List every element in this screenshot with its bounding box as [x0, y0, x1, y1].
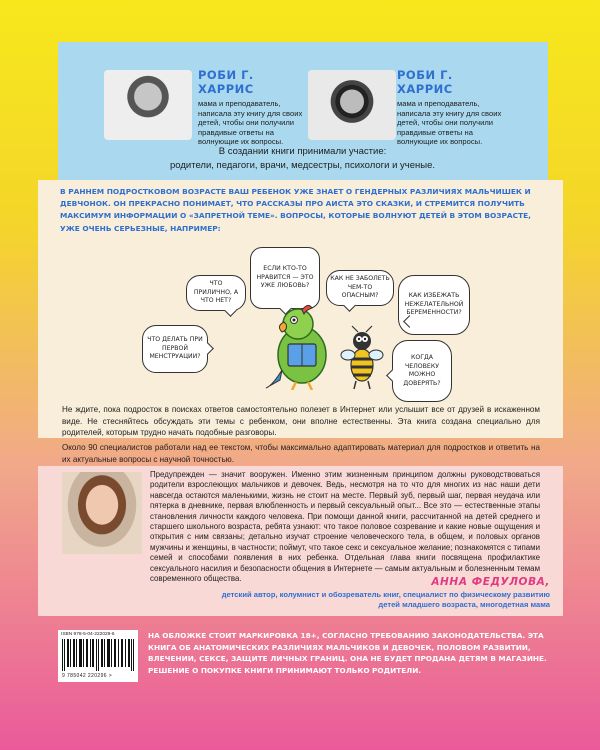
parrot-illustration [262, 300, 342, 390]
isbn-text: ISBN 978-5-04-222029-6 [61, 632, 115, 637]
author-name-1: РОБИ Г. ХАРРИС [198, 68, 254, 96]
participants-line-1: В создании книги принимали участие: [218, 146, 387, 157]
paragraph-advice: Не ждите, пока подросток в поисках ответов самостоятельно полезет в Интернет или услышит все от друзей в искаженном виде. Не стесняйтесь обсуждать эти темы с ребенком, они вполне естественны. Эта книга создана специально для родителей, которым трудно начать подобные разговоры. [62, 405, 540, 438]
barcode-bars [62, 639, 134, 671]
author-photo-1 [104, 70, 192, 140]
paragraph-specialists: Около 90 специалистов работали над ее текстом, чтобы максимально адаптировать материал для подростков и ответить на их актуальные вопросы с научной точностью. [62, 443, 540, 464]
speech-bubble-decency: ЧТО ПРИЛИЧНО, А ЧТО НЕТ? [186, 275, 246, 311]
participants-line-2: родители, педагоги, врачи, медсестры, психологи и ученые. [170, 160, 435, 171]
author-block-2 [397, 68, 512, 147]
speech-bubble-love: ЕСЛИ КТО-ТО НРАВИТСЯ — ЭТО УЖЕ ЛЮБОВЬ? [250, 247, 320, 309]
age-warning: НА ОБЛОЖКЕ СТОИТ МАРКИРОВКА 18+, СОГЛАСНО ТРЕБОВАНИЮ ЗАКОНОДАТЕЛЬСТВА. ЭТА КНИГА ОБ АНАТОМИЧЕСКИХ РАЗЛИЧИЯХ МАЛЬЧИКОВ И ДЕВОЧЕК, ПОЛОВОМ РАЗВИТИИ, ВЛЕЧЕНИИ, СЕКСЕ, ЗАЩИТЕ ЛИЧНЫХ ГРАНИЦ. ОНА НЕ БУДЕТ ПРОДАНА ДЕТЯМ В МАГАЗИНЕ. РЕШЕНИЕ О ПОКУПКЕ КНИГИ ПРИНИМАЮТ ТОЛЬКО РОДИТЕЛИ. [148, 631, 547, 675]
speech-bubble-illness: КАК НЕ ЗАБОЛЕТЬ ЧЕМ-ТО ОПАСНЫМ? [326, 270, 394, 306]
intro-text: В РАННЕМ ПОДРОСТКОВОМ ВОЗРАСТЕ ВАШ РЕБЕНОК УЖЕ ЗНАЕТ О ГЕНДЕРНЫХ РАЗЛИЧИЯХ МАЛЬЧИШЕК И ДЕВЧОНОК. ОН ПРЕКРАСНО ПОНИМАЕТ, ЧТО РАССКАЗЫ ПРО АИСТА ЭТО СКАЗКИ, И СТРЕМИТСЯ ПОЛУЧИТЬ МАКСИМУМ ИНФОРМАЦИИ О «ЗАПРЕТНОЙ ТЕМЕ». ВОПРОСЫ, КОТОРЫЕ ВОЛНУЮТ ДЕТЕЙ В ЭТОМ ВОЗРАСТЕ, УЖЕ ОЧЕНЬ СЕРЬЕЗНЫЕ, НАПРИМЕР: [60, 187, 531, 233]
reviewer-role: детский автор, колумнист и обозреватель книг, специалист по физическому развитию детей младшего возраста, многодетная мама [221, 590, 550, 609]
author-bio-1: мама и преподаватель, написала эту книгу для своих детей, чтобы они получили правдивые ответы на волнующие их вопросы. [198, 99, 303, 147]
speech-bubble-pregnancy: КАК ИЗБЕЖАТЬ НЕЖЕЛАТЕЛЬНОЙ БЕРЕМЕННОСТИ? [398, 275, 470, 335]
author-photo-2 [308, 70, 396, 140]
bee-illustration [340, 325, 384, 391]
barcode [58, 630, 138, 682]
review-text: Предупрежден — значит вооружен. Именно этим жизненным принципом должны руководствоваться родители взрослеющих мальчиков и девочек. Ведь, несмотря на то что для многих из нас наши дети навсегда остаются маленькими, жизнь не стоит на месте. Первый зуб, первый шаг, первая неудача или пятерка в дневнике, первая влюбленность и первый сексуальный опыт... Все это — естественные этапы становления личности каждого человека. При помощи данной книги, рассчитанной на детей среднего и старшего школьного возраста, ребята узнают: что такое половое созревание и какие новые ощущения и открытия с ним связаны; детально изучат строение человеческого тела, в общем, и половых органов мужчины и женщины, в частности; поймут, что такое секс и сексуальное желание; познакомятся с типами семей и способами появления в них ребенка. Отдельная глава книги посвящена профилактике сексуального насилия и безопасности общения в Интернете — самым актуальным и болезненным темам современного общества. [150, 470, 540, 584]
author-bio-2: мама и преподаватель, написала эту книгу для своих детей, чтобы они получили правдивые ответы на волнующие их вопросы. [397, 99, 502, 147]
barcode-digits: 9 785042 220296 > [62, 673, 113, 679]
speech-bubble-menstruation: ЧТО ДЕЛАТЬ ПРИ ПЕРВОЙ МЕНСТРУАЦИИ? [142, 325, 208, 373]
speech-bubble-trust: КОГДА ЧЕЛОВЕКУ МОЖНО ДОВЕРЯТЬ? [392, 340, 452, 402]
author-block-1 [198, 68, 313, 147]
author-name-2: РОБИ Г. ХАРРИС [397, 68, 453, 96]
reviewer-photo [62, 472, 142, 554]
reviewer-name: АННА ФЕДУЛОВА, [431, 576, 550, 588]
